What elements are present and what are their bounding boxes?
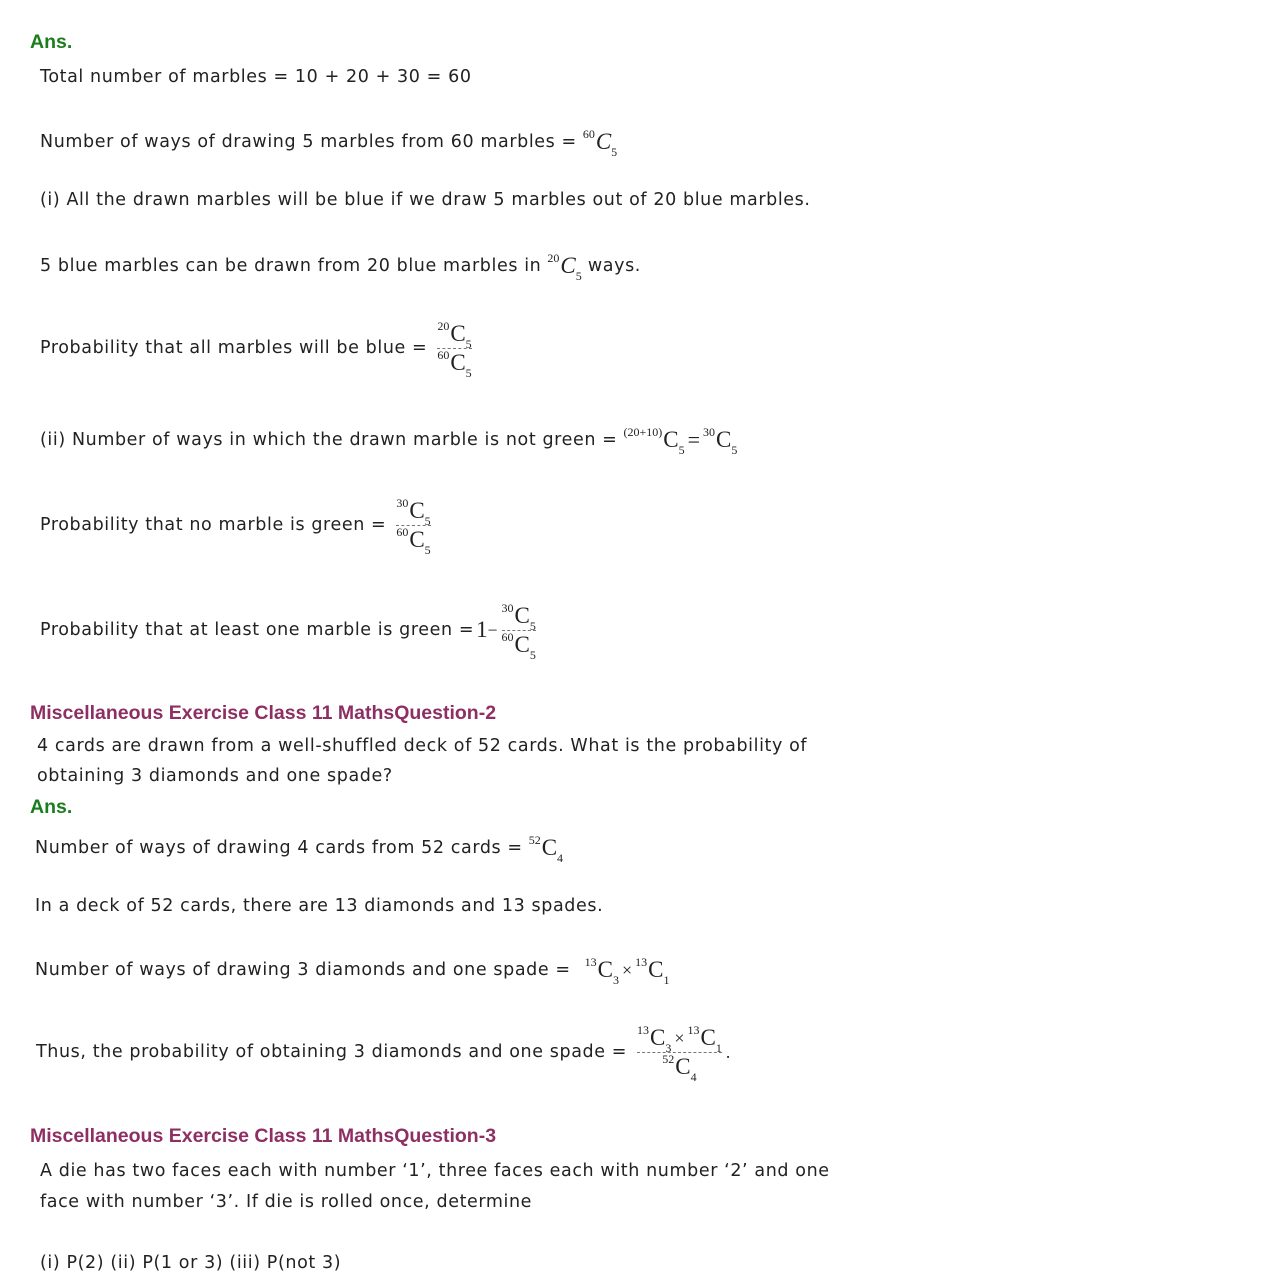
- text-line: [40, 188, 811, 212]
- math-text: C: [514, 602, 530, 628]
- math-text: 4: [557, 851, 564, 865]
- math-text: In a deck of 52 cards, there are 13 diamonds and 13 spades.: [35, 896, 604, 916]
- math-text: ways.: [587, 256, 641, 276]
- combination: [582, 127, 618, 159]
- math-text: C: [560, 253, 576, 278]
- math-text: face with number ‘3’. If die is rolled once, determine: [40, 1192, 533, 1212]
- math-text: 5: [529, 618, 536, 633]
- math-text: 4 cards are drawn from a well-shuffled deck of 52 cards. What is the probability of: [37, 736, 808, 756]
- math-text: 3: [613, 973, 619, 987]
- math-text: 52: [528, 833, 541, 847]
- text-line: [40, 127, 618, 159]
- math-text: 5: [529, 647, 536, 662]
- question-text: [37, 734, 807, 758]
- math-text: ×: [674, 1027, 685, 1048]
- math-text: C: [650, 1024, 666, 1050]
- question-heading: Miscellaneous Exercise Class 11 MathsQuestion-2: [30, 702, 497, 724]
- math-text: obtaining 3 diamonds and one spade?: [37, 766, 393, 786]
- math-text: Number of ways of drawing 3 diamonds and one spade =: [35, 960, 571, 980]
- math-text: Probability that no marble is green =: [40, 515, 387, 535]
- math-text: Total number of marbles = 10 + 20 + 30 = 60: [40, 67, 472, 87]
- math-text: A die has two faces each with number ‘1’, three faces each with number ‘2’ and one: [40, 1161, 830, 1181]
- fraction: [637, 1022, 722, 1084]
- fraction: [501, 600, 536, 662]
- math-text: [476, 600, 536, 662]
- math-text: Number of ways of drawing 5 marbles from 60 marbles =: [40, 132, 577, 152]
- math-text: (i) P(2) (ii) P(1 or 3) (iii) P(not 3): [40, 1253, 342, 1273]
- math-text: [433, 318, 472, 380]
- combination: [501, 629, 536, 662]
- math-text: 5: [465, 365, 472, 380]
- answer-label: Ans.: [30, 31, 73, 53]
- math-text: 13: [637, 1022, 650, 1037]
- math-text: [637, 1022, 722, 1055]
- answer-label: Ans.: [30, 796, 73, 818]
- text-line: [35, 833, 564, 865]
- math-text: [528, 833, 564, 865]
- math-text: C: [648, 957, 664, 982]
- math-text: 60: [582, 127, 595, 141]
- math-text: 1: [476, 617, 488, 642]
- math-text: 60: [396, 524, 409, 539]
- combination: [687, 1022, 722, 1055]
- math-text: C: [715, 427, 732, 452]
- math-text: 5: [424, 542, 431, 557]
- math-text: 1: [663, 973, 670, 987]
- math-text: 30: [501, 600, 514, 615]
- math-text: Probability that at least one marble is green =: [40, 620, 475, 640]
- combination: [528, 833, 564, 865]
- math-text: 5: [678, 443, 685, 457]
- text-line: [35, 955, 670, 987]
- math-text: 60: [501, 629, 514, 644]
- combination: [396, 495, 431, 528]
- math-text: 52: [662, 1051, 675, 1066]
- math-text: C: [409, 497, 425, 523]
- math-text: 30: [396, 495, 409, 510]
- math-text: Probability that all marbles will be blue =: [40, 338, 428, 358]
- combination: [702, 425, 738, 457]
- combination: [437, 347, 472, 380]
- question-text: [37, 764, 393, 788]
- math-text: [623, 425, 738, 457]
- math-text: 20: [437, 318, 450, 333]
- question-text: [40, 1251, 341, 1275]
- math-text: C: [675, 1053, 691, 1079]
- text-line: [35, 894, 603, 918]
- math-text: Number of ways of drawing 4 cards from 52 cards =: [35, 838, 523, 858]
- math-text: [633, 1022, 731, 1084]
- math-text: C: [595, 129, 612, 154]
- text-line: [40, 251, 641, 283]
- combination: [547, 251, 582, 283]
- text-line: [40, 65, 472, 89]
- fraction: [396, 495, 431, 557]
- math-text: C: [541, 835, 558, 860]
- combination: [662, 1051, 697, 1084]
- combination: [635, 955, 670, 987]
- math-text: (ii) Number of ways in which the drawn marble is not green =: [40, 430, 618, 450]
- math-text: 60: [437, 347, 450, 362]
- math-text: [582, 127, 618, 159]
- math-text: 1: [715, 1040, 722, 1055]
- math-text: 5: [424, 513, 431, 528]
- math-text: −: [487, 620, 498, 640]
- combination: [637, 1022, 672, 1055]
- combination: [501, 600, 536, 633]
- math-text: 13: [584, 955, 597, 969]
- question-text: [40, 1190, 532, 1214]
- math-text: 5 blue marbles can be drawn from 20 blue marbles in: [40, 256, 542, 276]
- combination: [396, 524, 431, 557]
- math-text: 20: [547, 251, 560, 265]
- question-text: [40, 1159, 830, 1183]
- math-text: [547, 251, 582, 283]
- question-heading: Miscellaneous Exercise Class 11 MathsQuestion-3: [30, 1125, 497, 1147]
- math-text: =: [687, 427, 700, 452]
- math-text: (i) All the drawn marbles will be blue if we draw 5 marbles out of 20 blue marbles.: [40, 190, 811, 210]
- combination: [437, 318, 472, 351]
- math-text: C: [514, 631, 530, 657]
- math-text: Thus, the probability of obtaining 3 diamonds and one spade =: [36, 1042, 628, 1062]
- math-text: C: [450, 349, 466, 375]
- math-text: .: [725, 1042, 731, 1062]
- combination: [623, 425, 685, 457]
- math-text: 5: [465, 336, 472, 351]
- math-text: C: [700, 1024, 716, 1050]
- combination: [584, 955, 619, 987]
- math-text: C: [663, 427, 679, 452]
- math-text: 4: [690, 1069, 697, 1084]
- fraction-bar: [637, 1052, 722, 1053]
- math-text: 5: [575, 269, 582, 283]
- text-line: [40, 312, 472, 384]
- math-text: ×: [622, 960, 633, 980]
- math-text: [392, 495, 431, 557]
- math-text: 5: [611, 145, 618, 159]
- fraction: [437, 318, 472, 380]
- text-line: [40, 425, 738, 457]
- math-text: C: [450, 320, 466, 346]
- math-text: C: [409, 526, 425, 552]
- text-line: [36, 1016, 730, 1088]
- math-text: 5: [731, 443, 738, 457]
- math-text: C: [597, 957, 613, 982]
- math-text: [584, 955, 670, 987]
- math-text: 3: [665, 1040, 672, 1055]
- math-text: 13: [687, 1022, 700, 1037]
- math-text: (20+10): [623, 425, 663, 439]
- math-text: 13: [635, 955, 648, 969]
- text-line: [40, 489, 431, 561]
- text-line: [40, 594, 536, 666]
- math-text: 30: [702, 425, 715, 439]
